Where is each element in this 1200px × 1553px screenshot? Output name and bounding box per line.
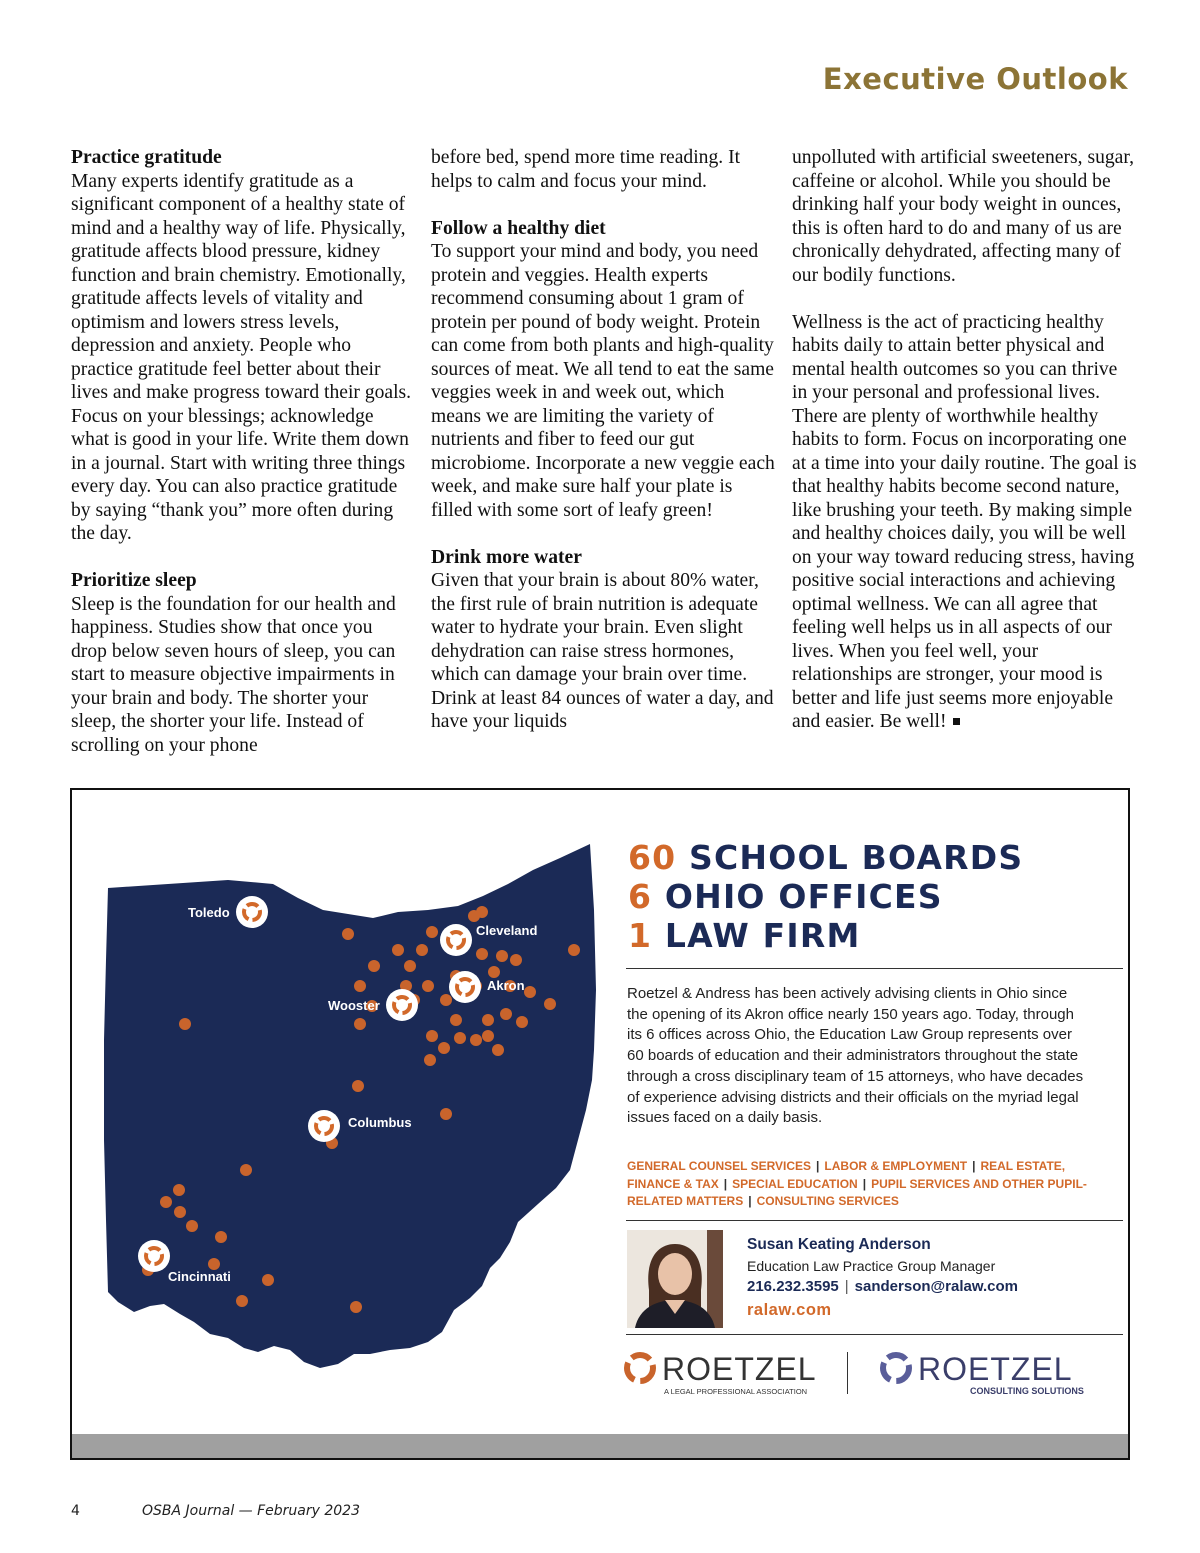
district-dot (488, 966, 500, 978)
district-dot (215, 1231, 227, 1243)
district-dot (350, 1301, 362, 1313)
divider (626, 968, 1123, 969)
headline-number: 6 (628, 877, 653, 916)
paragraph-water: Given that your brain is about 80% water, the first rule of brain nutrition is adequate water to hydrate your brain. Even slight dehydration can raise stress hormones, which can damage your brain over time. Drink at least 84 ounces of water a day, and have your liquids (431, 570, 774, 732)
district-dot (262, 1274, 274, 1286)
headline-number: 1 (628, 916, 653, 955)
article-column-1 (71, 146, 413, 757)
divider (626, 1220, 1123, 1221)
headline-line-2 (628, 877, 1023, 916)
district-dot (368, 960, 380, 972)
district-dot (492, 1044, 504, 1056)
section-title: Executive Outlook (822, 62, 1128, 96)
roetzel-logo (620, 1348, 835, 1398)
district-dot (438, 1042, 450, 1054)
district-dot (160, 1196, 172, 1208)
district-dot (174, 1206, 186, 1218)
service-list: GENERAL COUNSEL SERVICES | LABOR & EMPLOYMENT | REAL ESTATE, FINANCE & TAX | SPECIAL EDUCATION | PUPIL SERVICES AND OTHER PUPIL-RELATED MATTERS | CONSULTING SERVICES (627, 1159, 1087, 1208)
office-marker-icon (449, 971, 481, 1003)
district-dot (440, 1108, 452, 1120)
article-column-2 (431, 146, 776, 734)
article-column-3 (792, 146, 1137, 734)
heading-practice-gratitude: Practice gratitude (71, 147, 222, 168)
district-dot (342, 928, 354, 940)
logo-wordmark: ROETZEL (662, 1351, 817, 1387)
contact-name: Susan Keating Anderson (747, 1236, 931, 1253)
roetzel-swirl-icon (883, 1355, 909, 1381)
ad-body-text: Roetzel & Andress has been actively advising clients in Ohio since the opening of its Akron office nearly 150 years ago. Today, through its 6 offices across Ohio, the Education Law Group represents over 60 boards of education and their administrators throughout the state through a cross disciplinary team of 15 attorneys, who have decades of experience advising districts and their officials on the myriad legal issues faced on a daily basis. (627, 985, 1084, 1127)
paragraph-sleep-continued: before bed, spend more time reading. It helps to calm and focus your mind. (431, 147, 741, 192)
headline-line-3 (628, 916, 1023, 955)
district-dot (496, 950, 508, 962)
contact-website[interactable]: ralaw.com (747, 1301, 832, 1319)
heading-healthy-diet: Follow a healthy diet (431, 217, 606, 239)
city-label-wooster: Wooster (328, 998, 380, 1013)
district-dot (544, 998, 556, 1010)
heading-drink-water: Drink more water (431, 546, 582, 568)
contact-email[interactable]: sanderson@ralaw.com (854, 1278, 1018, 1295)
service-item: CONSULTING SERVICES (756, 1194, 899, 1208)
paragraph-diet: To support your mind and body, you need protein and veggies. Health experts recommend consuming about 1 gram of protein per pound of body weight. Protein can come from both plants and high-quality sources of meat. We all tend to eat the same veggies week in and week out, which means we are limiting the variety of nutrients and fiber to feed our gut microbiome. Incorporate a new veggie each week, and make sure half your plate is filled with some sort of leafy green! (431, 241, 775, 521)
office-marker-icon (236, 896, 268, 928)
headline-number: 60 (628, 838, 677, 877)
district-dot (482, 1014, 494, 1026)
office-marker-icon (440, 924, 472, 956)
district-dot (476, 906, 488, 918)
city-label-cleveland: Cleveland (476, 923, 538, 938)
district-dot (510, 954, 522, 966)
logo-tagline: CONSULTING SOLUTIONS (970, 1386, 1084, 1396)
district-dot (568, 944, 580, 956)
district-dot (450, 1014, 462, 1026)
service-item: SPECIAL EDUCATION (732, 1176, 858, 1191)
logo-divider (847, 1352, 848, 1394)
page-number: 4 (71, 1503, 80, 1519)
page-footer (71, 1503, 360, 1519)
district-dot (426, 1030, 438, 1042)
district-dot (470, 1034, 482, 1046)
district-dot (404, 960, 416, 972)
headline-line-1 (628, 838, 1023, 877)
district-dot (422, 980, 434, 992)
ad-bottom-bar (72, 1434, 1128, 1458)
divider (626, 1334, 1123, 1335)
logo-tagline: A LEGAL PROFESSIONAL ASSOCIATION (664, 1387, 808, 1396)
office-marker-icon (386, 989, 418, 1021)
district-dot (424, 1054, 436, 1066)
headline-text: SCHOOL BOARDS (689, 838, 1024, 877)
office-marker-icon (308, 1110, 340, 1142)
law-firm-advertisement (70, 788, 1130, 1460)
office-marker-icon (138, 1240, 170, 1272)
district-dot (476, 948, 488, 960)
paragraph-wellness (792, 311, 1137, 734)
ohio-map (98, 840, 598, 1420)
district-dot (516, 1016, 528, 1028)
service-item: REAL ESTATE, FINANCE & TAX (627, 1159, 1066, 1191)
district-dot (440, 994, 452, 1006)
journal-issue: OSBA Journal — February 2023 (142, 1503, 360, 1519)
city-label-akron: Akron (487, 978, 525, 993)
district-dot (500, 1008, 512, 1020)
district-dot (240, 1164, 252, 1176)
service-item: PUPIL SERVICES AND OTHER PUPIL-RELATED MATTERS (627, 1176, 1087, 1208)
paragraph-gratitude: Many experts identify gratitude as a significant component of a healthy state of mind and a healthy way of life. Physically, gratitude affects blood pressure, kidney function and brain chemistry. Emotionally, gratitude affects levels of vitality and optimism and lowers stress levels, depression and anxiety. People who practice gratitude feel better about their lives and make progress toward their goals. Focus on your blessings; acknowledge what is good in your life. Write them down in a journal. Start with writing three things every day. You can also practice gratitude by saying “thank you” more often during the day. (71, 170, 412, 544)
contact-block (747, 1234, 1018, 1322)
contact-role: Education Law Practice Group Manager (747, 1258, 996, 1274)
district-dot (179, 1018, 191, 1030)
ad-headline (628, 838, 1023, 955)
district-dot (354, 1018, 366, 1030)
city-label-columbus: Columbus (348, 1115, 412, 1130)
district-dot (426, 926, 438, 938)
district-dot (186, 1220, 198, 1232)
paragraph-sleep: Sleep is the foundation for our health and happiness. Studies show that once you drop below seven hours of sleep, you can start to measure objective impairments in your brain and body. The shorter your sleep, the shorter your life. Instead of scrolling on your phone (71, 593, 396, 756)
district-dot (524, 986, 536, 998)
logo-wordmark: ROETZEL (918, 1351, 1073, 1387)
service-item: GENERAL COUNSEL SERVICES (627, 1159, 812, 1173)
district-dot (236, 1295, 248, 1307)
district-dot (173, 1184, 185, 1196)
portrait-image (627, 1230, 723, 1328)
service-item: LABOR & EMPLOYMENT (824, 1159, 968, 1173)
roetzel-swirl-icon (627, 1355, 653, 1381)
district-dot (454, 1032, 466, 1044)
end-mark-icon (953, 718, 960, 725)
contact-photo (627, 1230, 723, 1328)
district-dot (416, 944, 428, 956)
heading-prioritize-sleep: Prioritize sleep (71, 570, 197, 591)
contact-phone-email: 216.232.3595 | sanderson@ralaw.com (747, 1278, 1018, 1295)
headline-text: LAW FIRM (664, 916, 861, 955)
district-dot (392, 944, 404, 956)
city-label-cincinnati: Cincinnati (168, 1269, 231, 1284)
roetzel-consulting-logo (876, 1348, 1091, 1398)
district-dot (482, 1030, 494, 1042)
paragraph-water-continued: unpolluted with artificial sweeteners, sugar, caffeine or alcohol. While you should be drinking half your body weight in ounces, this is often hard to do and many of us are chronically dehydrated, affecting many of our bodily functions. (792, 147, 1135, 286)
district-dot (352, 1080, 364, 1092)
paragraph-wellness-text: Wellness is the act of practicing healthy habits daily to attain better physical and mental health outcomes so you can thrive in your personal and professional lives. There are plenty of worthwhile healthy habits to form. Focus on incorporating one at a time into your daily routine. The goal is that healthy habits become second nature, like brushing your teeth. By making simple and healthy choices daily, you will be well on your way toward reducing stress, having positive social interactions and achieving optimal wellness. We can all agree that feeling well helps us in all aspects of our lives. When you feel well, your relationships are stronger, your mood is better and life just seems more enjoyable and easier. Be well! (792, 311, 1137, 732)
district-dot (354, 980, 366, 992)
headline-text: OHIO OFFICES (664, 877, 943, 916)
contact-phone[interactable]: 216.232.3595 (747, 1278, 839, 1295)
city-label-toledo: Toledo (188, 905, 230, 920)
